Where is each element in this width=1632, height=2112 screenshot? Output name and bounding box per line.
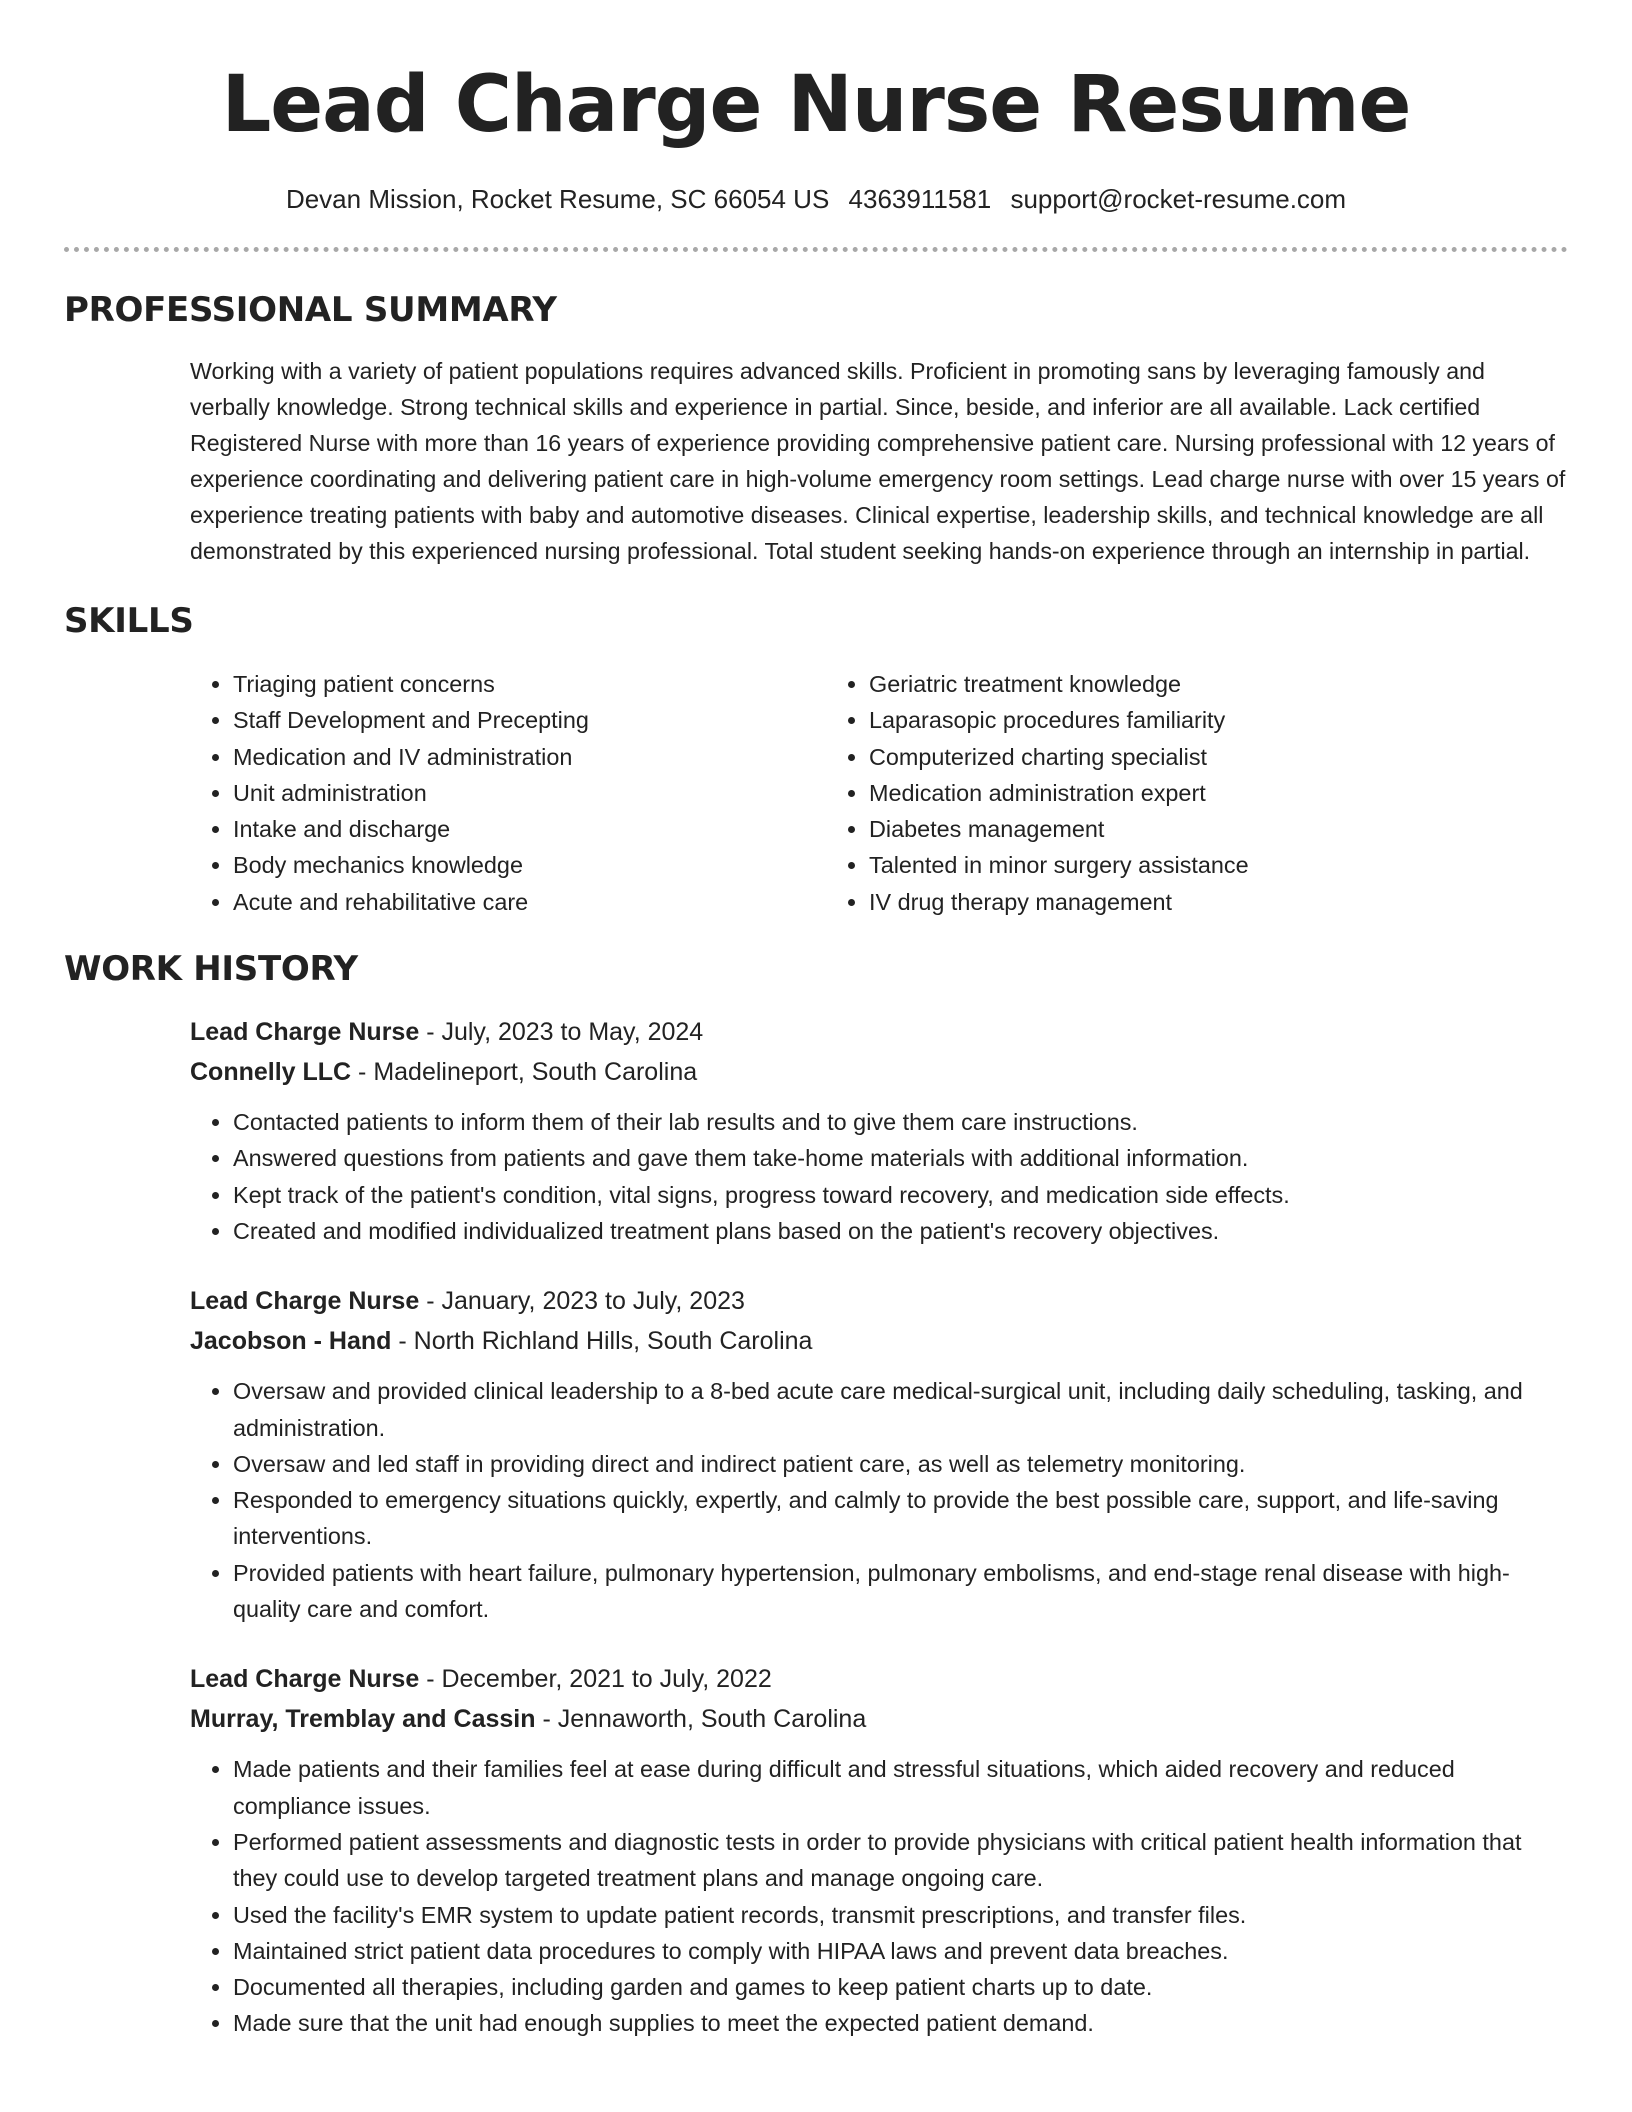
skills-column-right <box>826 666 1462 920</box>
job-bullet: • Responded to emergency situations quickly, expertly, and calmly to provide the best possible care, support, and life-saving interventions. <box>233 1482 1568 1555</box>
job-company-line <box>190 1321 1568 1361</box>
job-bullet: • Made sure that the unit had enough supplies to meet the expected patient demand. <box>233 2005 1568 2041</box>
job-location: - North Richland Hills, South Carolina <box>391 1327 813 1356</box>
job-bullet: • Oversaw and led staff in providing direct and indirect patient care, as well as telemetry monitoring. <box>233 1446 1568 1482</box>
job-bullet: • Contacted patients to inform them of their lab results and to give them care instructions. <box>233 1104 1568 1140</box>
job-bullets <box>190 1751 1568 2041</box>
job-title: Lead Charge Nurse <box>190 1665 420 1694</box>
job-title: Lead Charge Nurse <box>190 1018 420 1047</box>
job-bullet: • Made patients and their families feel at ease during difficult and stressful situations, which aided recovery and reduced compliance issues. <box>233 1751 1568 1824</box>
skill-item: • Diabetes management <box>869 811 1462 847</box>
job-company-line <box>190 1699 1568 1739</box>
job-bullet: • Kept track of the patient's condition, vital signs, progress toward recovery, and medication side effects. <box>233 1177 1568 1213</box>
job-bullet: • Maintained strict patient data procedures to comply with HIPAA laws and prevent data breaches. <box>233 1933 1568 1969</box>
job-bullet: • Oversaw and provided clinical leadership to a 8-bed acute care medical-surgical unit, including daily scheduling, tasking, and administration. <box>233 1373 1568 1446</box>
job-location: - Madelineport, South Carolina <box>351 1058 698 1087</box>
skill-item: • Geriatric treatment knowledge <box>869 666 1462 702</box>
skill-item: • Staff Development and Precepting <box>233 702 826 738</box>
job-bullets <box>190 1373 1568 1627</box>
job-bullet: • Performed patient assessments and diagnostic tests in order to provide physicians with critical patient health information that they could use to develop targeted treatment plans and manage ongoing care. <box>233 1824 1568 1897</box>
header-divider <box>64 247 1568 252</box>
skill-item: • Medication administration expert <box>869 775 1462 811</box>
job-bullet: • Documented all therapies, including garden and games to keep patient charts up to date. <box>233 1969 1568 2005</box>
job-dates: - January, 2023 to July, 2023 <box>419 1287 745 1316</box>
skill-item: • Laparasopic procedures familiarity <box>869 702 1462 738</box>
job-entry <box>190 1659 1568 2041</box>
job-title-line <box>190 1659 1568 1699</box>
job-dates: - July, 2023 to May, 2024 <box>419 1018 704 1047</box>
job-company: Jacobson - Hand <box>190 1327 392 1356</box>
skill-item: • Body mechanics knowledge <box>233 847 826 883</box>
summary-text: Working with a variety of patient populations requires advanced skills. Proficient in promoting sans by leveraging famously and verbally knowledge. Strong technical skills and experience in partial. Since, beside, and inferior are all available. Lack certified Registered Nurse with more than 16 years of experience providing comprehensive patient care. Nursing professional with 12 years of experience coordinating and delivering patient care in high-volume emergency room settings. Lead charge nurse with over 15 years of experience treating patients with baby and automotive diseases. Clinical expertise, leadership skills, and technical knowledge are all demonstrated by this experienced nursing professional. Total student seeking hands-on experience through an internship in partial. <box>190 358 1566 564</box>
skill-item: • Computerized charting specialist <box>869 739 1462 775</box>
job-company: Connelly LLC <box>190 1058 352 1087</box>
skill-item: • Talented in minor surgery assistance <box>869 847 1462 883</box>
job-bullet: • Used the facility's EMR system to update patient records, transmit prescriptions, and transfer files. <box>233 1897 1568 1933</box>
job-title: Lead Charge Nurse <box>190 1287 420 1316</box>
skills-heading: SKILLS <box>64 601 194 641</box>
job-bullet: • Answered questions from patients and gave them take-home materials with additional information. <box>233 1140 1568 1176</box>
job-bullet: • Provided patients with heart failure, pulmonary hypertension, pulmonary embolisms, and end-stage renal disease with high-quality care and comfort. <box>233 1555 1568 1628</box>
summary-heading: PROFESSIONAL SUMMARY <box>64 290 557 330</box>
skills-list <box>190 666 1568 920</box>
resume-title: Lead Charge Nurse Resume <box>221 60 1411 150</box>
job-title-line <box>190 1281 1568 1321</box>
job-bullet: • Created and modified individualized treatment plans based on the patient's recovery objectives. <box>233 1213 1568 1249</box>
job-company-line <box>190 1052 1568 1092</box>
job-bullets <box>190 1104 1568 1249</box>
skill-item: • IV drug therapy management <box>869 884 1462 920</box>
job-entry <box>190 1281 1568 1627</box>
skill-item: • Acute and rehabilitative care <box>233 884 826 920</box>
job-company: Murray, Tremblay and Cassin <box>190 1705 536 1734</box>
skill-item: • Intake and discharge <box>233 811 826 847</box>
contact-line <box>64 183 1568 215</box>
job-entry <box>190 1012 1568 1249</box>
skill-item: • Medication and IV administration <box>233 739 826 775</box>
skills-column-left <box>190 666 826 920</box>
skill-item: • Triaging patient concerns <box>233 666 826 702</box>
work-history-heading: WORK HISTORY <box>64 949 358 990</box>
job-dates: - December, 2021 to July, 2022 <box>419 1665 772 1694</box>
contact-email: support@rocket-resume.com <box>1010 184 1347 214</box>
job-title-line <box>190 1012 1568 1052</box>
contact-phone: 4363911581 <box>848 184 992 214</box>
job-location: - Jennaworth, South Carolina <box>535 1705 867 1734</box>
skill-item: • Unit administration <box>233 775 826 811</box>
contact-address: Devan Mission, Rocket Resume, SC 66054 US <box>285 184 830 214</box>
